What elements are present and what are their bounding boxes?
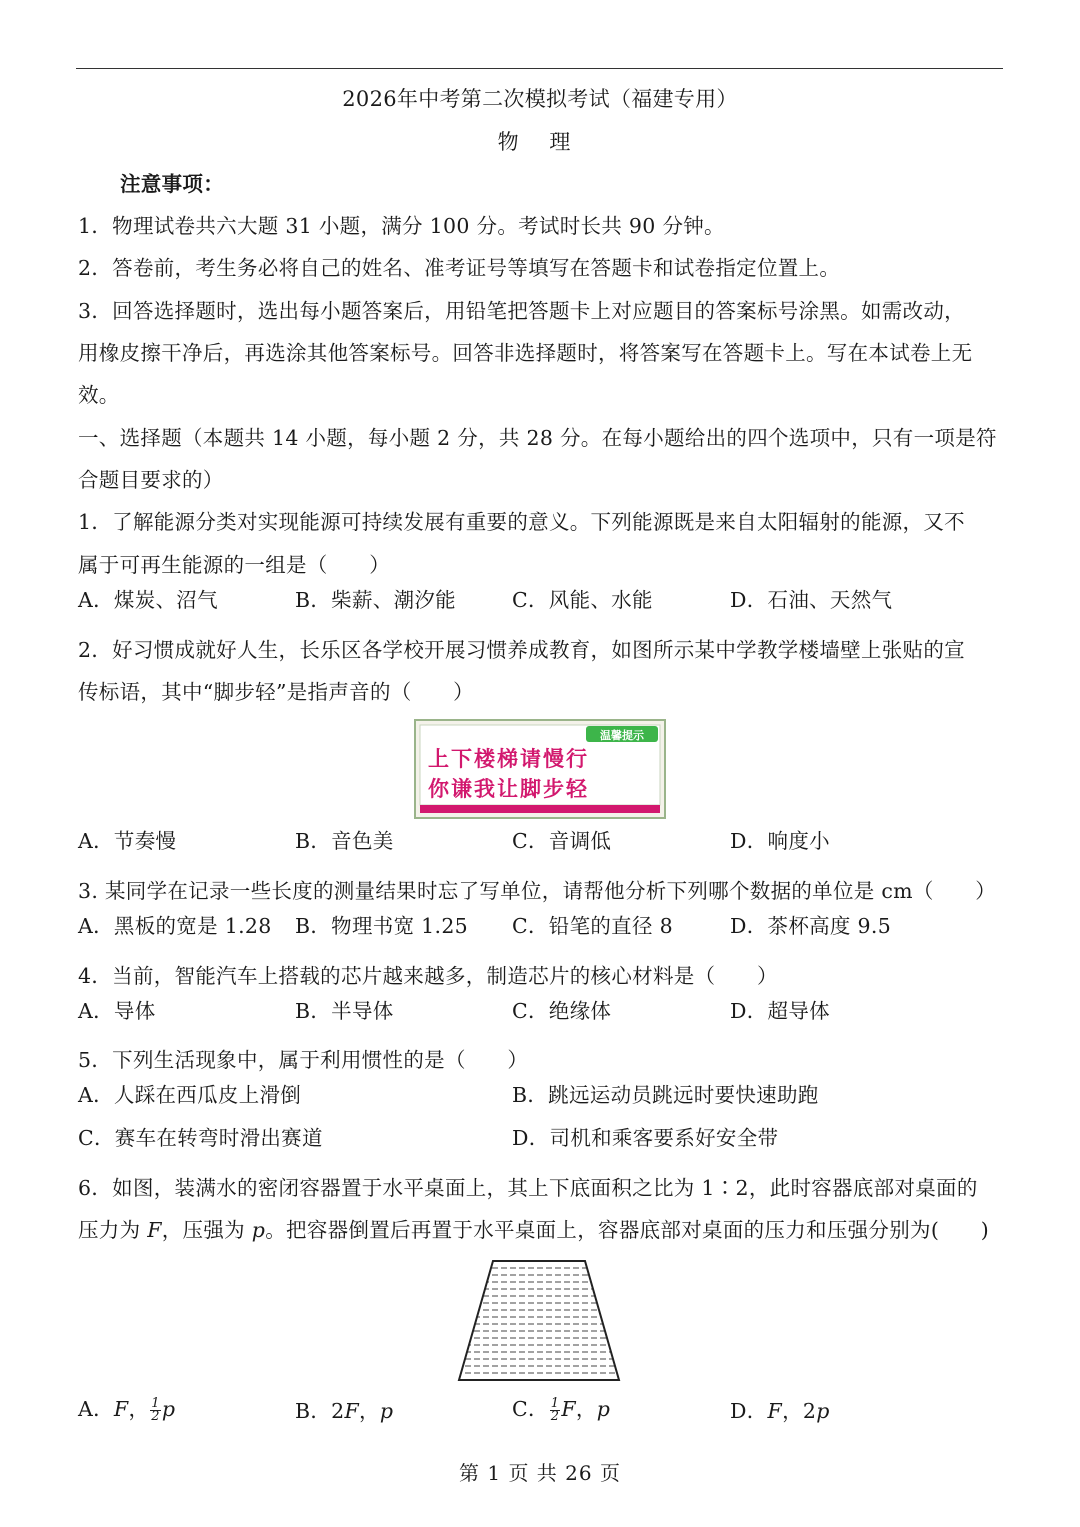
section-1-heading-cont: 合题目要求的） <box>78 468 224 492</box>
question-5-stem: 5．下列生活现象中，属于利用惯性的是（ ） <box>78 1048 529 1072</box>
subject-title: 物 理 <box>497 130 583 154</box>
header-rule <box>76 68 1003 69</box>
trapezoid-container-diagram <box>456 1258 622 1384</box>
question-6-option-b: B．2F，p <box>295 1399 394 1423</box>
notice-heading: 注意事项： <box>120 172 224 196</box>
question-1-stem: 1．了解能源分类对实现能源可持续发展有重要的意义。下列能源既是来自太阳辐射的能源，又不 <box>78 510 965 534</box>
question-2-option-c: C．音调低 <box>512 829 612 853</box>
question-5-option-c: C．赛车在转弯时滑出赛道 <box>78 1126 323 1150</box>
question-6-option-c: C． $\frac{1}{2}$ F，p <box>512 1396 611 1424</box>
question-4-option-d: D．超导体 <box>730 999 830 1023</box>
question-6-stem: 6．如图，装满水的密闭容器置于水平桌面上，其上下底面积之比为 1∶2，此时容器底部对桌面的 <box>78 1176 978 1200</box>
question-2-stem: 2．好习惯成就好人生，长乐区各学校开展习惯养成教育，如图所示某中学教学楼墙壁上张贴的宣 <box>78 638 965 662</box>
question-3-option-b: B．物理书宽 1.25 <box>295 914 469 938</box>
question-4-stem: 4．当前，智能汽车上搭载的芯片越来越多，制造芯片的核心材料是（ ） <box>78 964 778 988</box>
question-1-option-c: C．风能、水能 <box>512 588 653 612</box>
question-5-option-a: A．人踩在西瓜皮上滑倒 <box>78 1083 302 1107</box>
notice-item-2: 2．答卷前，考生务必将自己的姓名、准考证号等填写在答题卡和试卷指定位置上。 <box>78 256 841 280</box>
notice-item-3-line-1: 3．回答选择题时，选出每小题答案后，用铅笔把答题卡上对应题目的答案标号涂黑。如需改动， <box>78 299 965 323</box>
question-1-option-d: D．石油、天然气 <box>730 588 893 612</box>
question-4-option-a: A．导体 <box>78 999 156 1023</box>
question-2-stem-cont: 传标语，其中“脚步轻”是指声音的（ ） <box>78 680 474 704</box>
question-3-option-a: A．黑板的宽是 1.28 <box>78 914 272 938</box>
exam-title: 2026年中考第二次模拟考试（福建专用） <box>342 87 738 111</box>
question-2-option-b: B．音色美 <box>295 829 394 853</box>
notice-item-1: 1．物理试卷共六大题 31 小题，满分 100 分。考试时长共 90 分钟。 <box>78 214 725 238</box>
water-hatching <box>456 1268 622 1373</box>
question-2-option-d: D．响度小 <box>730 829 830 853</box>
page-footer: 第 1 页 共 26 页 <box>459 1461 621 1485</box>
question-6-option-d: D．F，2p <box>730 1399 830 1423</box>
question-6-option-a: A．F， $\frac{1}{2}$ p <box>78 1396 176 1424</box>
question-5-option-b: B．跳远运动员跳远时要快速助跑 <box>512 1083 819 1107</box>
fraction-one-half: $\frac{1}{2}$ <box>550 1396 560 1424</box>
question-4-option-b: B．半导体 <box>295 999 394 1023</box>
question-1-option-a: A．煤炭、沼气 <box>78 588 218 612</box>
slogan-banner-image <box>414 719 666 819</box>
question-5-option-d: D．司机和乘客要系好安全带 <box>512 1126 779 1150</box>
banner-line-2: 你谦我让脚步轻 <box>428 777 589 801</box>
question-3-option-d: D．茶杯高度 9.5 <box>730 914 892 938</box>
question-2-option-a: A．节奏慢 <box>78 829 177 853</box>
banner-line-1: 上下楼梯请慢行 <box>428 747 589 771</box>
question-4-option-c: C．绝缘体 <box>512 999 612 1023</box>
question-1-option-b: B．柴薪、潮汐能 <box>295 588 456 612</box>
notice-item-3-line-3: 效。 <box>78 383 120 407</box>
fraction-one-half: $\frac{1}{2}$ <box>151 1396 160 1424</box>
question-1-stem-cont: 属于可再生能源的一组是（ ） <box>78 553 390 577</box>
question-3-option-c: C．铅笔的直径 8 <box>512 914 673 938</box>
notice-item-3-line-2: 用橡皮擦干净后，再选涂其他答案标号。回答非选择题时，将答案写在答题卡上。写在本试卷上无 <box>78 341 973 365</box>
section-1-heading: 一、选择题（本题共 14 小题，每小题 2 分，共 28 分。在每小题给出的四个选项中，只有一项是符 <box>78 426 997 450</box>
question-6-stem-cont: 压力为 F，压强为 p。把容器倒置后再置于水平桌面上，容器底部对桌面的压力和压强分别为( ) <box>78 1218 990 1242</box>
banner-tag: 温馨提示 <box>600 729 644 742</box>
question-3-stem: 3. 某同学在记录一些长度的测量结果时忘了写单位，请帮他分析下列哪个数据的单位是 cm（ ） <box>78 879 997 903</box>
